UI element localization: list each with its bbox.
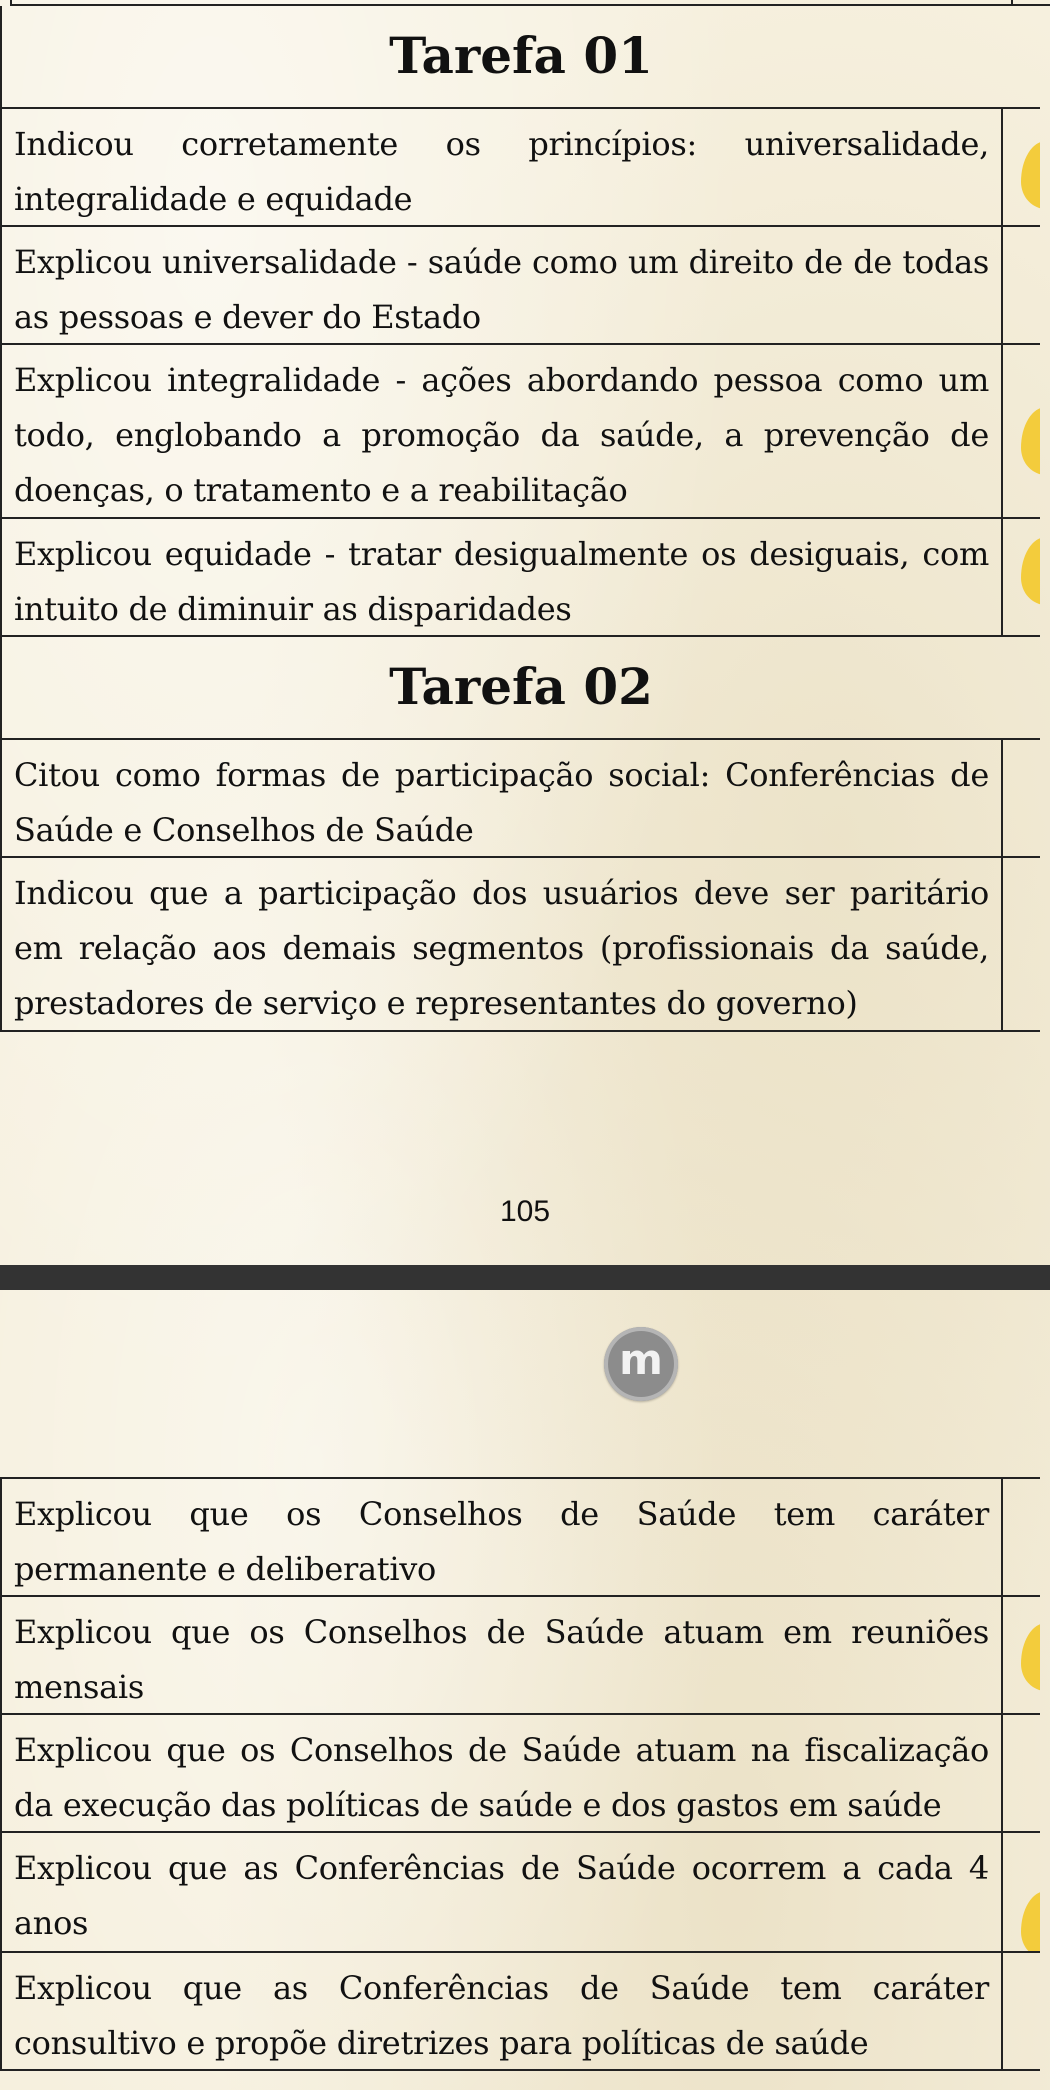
criterion-text: Indicou corretamente os princípios: universalidade, integralidade e equidade <box>2 109 1003 225</box>
criterion-text: Explicou que as Conferências de Saúde tem caráter consultivo e propõe diretrizes para políticas de saúde <box>2 1953 1003 2069</box>
table-row <box>0 1597 1040 1715</box>
score-cell <box>1003 345 1040 517</box>
score-cell <box>1003 109 1040 225</box>
highlight-marker-icon <box>1021 407 1040 475</box>
score-cell <box>1003 1833 1040 1951</box>
criterion-text: Explicou universalidade - saúde como um direito de de todas as pessoas e dever do Estado <box>2 227 1003 343</box>
criterion-text: Indicou que a participação dos usuários deve ser paritário em relação aos demais segmentos (profissionais da saúde, prestadores de serviço e representantes do governo) <box>2 858 1003 1030</box>
score-cell <box>1003 740 1040 856</box>
highlight-marker-icon <box>1021 537 1040 605</box>
table-row <box>0 1715 1040 1833</box>
page-number: 105 <box>499 1195 551 1228</box>
highlight-marker-icon <box>1021 1623 1040 1691</box>
section-header-tarefa-01 <box>0 6 1040 109</box>
page-divider <box>0 1265 1050 1290</box>
criterion-text: Citou como formas de participação social: Conferências de Saúde e Conselhos de Saúde <box>2 740 1003 856</box>
document-page-next <box>0 1290 1050 2090</box>
table-row <box>0 519 1040 637</box>
criterion-text: Explicou integralidade - ações abordando pessoa como um todo, englobando a promoção da saúde, a prevenção de doenças, o tratamento e a reabilitação <box>2 345 1003 517</box>
criterion-text: Explicou que os Conselhos de Saúde atuam em reuniões mensais <box>2 1597 1003 1713</box>
table-row <box>0 1953 1040 2071</box>
criterion-text: Explicou que os Conselhos de Saúde atuam na fiscalização da execução das políticas de saúde e dos gastos em saúde <box>2 1715 1003 1831</box>
score-cell <box>1003 1479 1040 1595</box>
highlight-marker-icon <box>1021 1891 1040 1951</box>
table-row <box>0 1833 1040 1953</box>
section-title: Tarefa 01 <box>389 26 653 85</box>
table-row <box>0 858 1040 1032</box>
score-cell <box>1003 227 1040 343</box>
section-title: Tarefa 02 <box>389 657 653 716</box>
table-row <box>0 345 1040 519</box>
table-row <box>0 109 1040 227</box>
highlight-marker-icon <box>1021 141 1040 209</box>
table-row <box>0 1477 1040 1597</box>
score-cell <box>1003 1597 1040 1713</box>
criterion-text: Explicou que as Conferências de Saúde ocorrem a cada 4 anos <box>2 1833 1003 1951</box>
table-row <box>0 740 1040 858</box>
criterion-text: Explicou equidade - tratar desigualmente os desiguais, com intuito de diminuir as disparidades <box>2 519 1003 635</box>
score-cell <box>1003 858 1040 1030</box>
score-cell <box>1003 1953 1040 2069</box>
score-cell <box>1003 1715 1040 1831</box>
criterion-text: Explicou que os Conselhos de Saúde tem caráter permanente e deliberativo <box>2 1479 1003 1595</box>
logo-letter: m <box>619 1335 663 1384</box>
table-row <box>0 227 1040 345</box>
score-cell <box>1003 519 1040 635</box>
section-header-tarefa-02 <box>0 637 1040 740</box>
